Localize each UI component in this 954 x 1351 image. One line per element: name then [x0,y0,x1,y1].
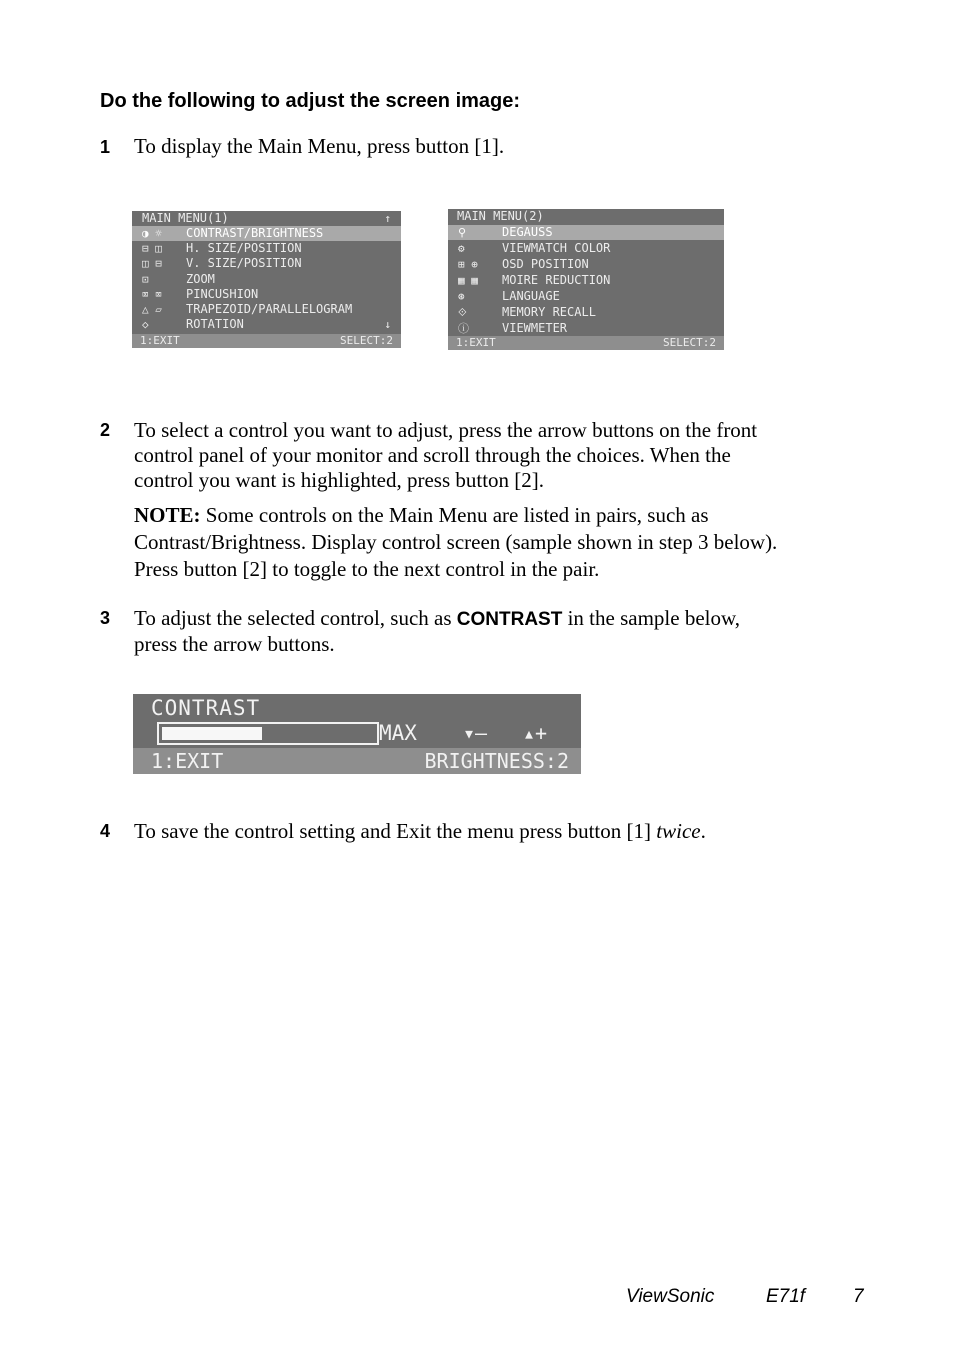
step-3-text-a: To adjust the selected control, such as [134,606,457,630]
contrast-level-bar[interactable] [157,722,379,745]
menu2-item[interactable] [448,257,724,272]
contrast-exit: 1:EXIT [151,749,224,773]
menu1-item-label: V. SIZE/POSITION [186,256,302,271]
menu1-item-icon: ◫ ⊟ [142,257,162,271]
note-label: NOTE: [134,503,201,527]
arrow-up-icon: ↑ [384,212,391,225]
step-2-line-1: To select a control you want to adjust, press the arrow buttons on the front [134,418,758,442]
step-4-emphasis: twice [656,819,701,843]
menu1-item[interactable] [132,226,401,241]
menu2-item-label: MOIRE REDUCTION [502,273,611,287]
menu2-item-label: MEMORY RECALL [502,305,596,319]
step-2-text [134,418,834,493]
menu2-item-label: DEGAUSS [502,225,553,239]
contrast-title: CONTRAST [151,696,261,720]
note-line-3: Press button [2] to toggle to the next control in the pair. [134,557,600,581]
menu2-item[interactable] [448,273,724,288]
main-menu-2-title-row [448,209,724,224]
main-menu-1-title: MAIN MENU(1) [142,211,229,225]
menu2-item-label: OSD POSITION [502,257,589,271]
menu1-item-icon: ⊟ ◫ [142,242,162,256]
footer-model: E71f [766,1286,806,1307]
decrease-icon[interactable]: ▾— [463,721,488,745]
menu2-item-label: LANGUAGE [502,289,560,303]
main-menu-1 [132,211,401,348]
menu2-item-label: VIEWMATCH COLOR [502,241,611,255]
menu1-item-icon: △ ▱ [142,303,162,316]
step-4-text-c: . [700,819,706,843]
menu2-item[interactable] [448,289,724,304]
contrast-max-label: MAX [379,721,417,745]
note-line-2: Contrast/Brightness. Display control screen (sample shown in step 3 below). [134,530,778,554]
contrast-control-screen [133,694,581,774]
contrast-brightness: BRIGHTNESS:2 [424,749,569,773]
step-3-text-d: press the arrow buttons. [134,632,335,656]
step-4-text [134,819,834,844]
main-menu-1-title-row [132,211,401,226]
menu2-item-icon: ⊛ [458,290,465,303]
step-4-number: 4 [100,821,111,841]
main-menu-1-select: SELECT:2 [340,334,393,347]
menu2-item-label: VIEWMETER [502,321,568,335]
menu1-item-label: PINCUSHION [186,286,259,301]
menu2-item-icon: ⓘ [458,322,469,335]
menu2-item[interactable] [448,321,724,336]
menu1-item-label: H. SIZE/POSITION [186,241,302,256]
step-2-line-3: control you want is highlighted, press button [2]. [134,468,545,492]
footer-brand: ViewSonic [626,1286,715,1307]
menu2-item[interactable] [448,305,724,320]
menu1-item[interactable] [132,272,401,287]
main-menu-2-footer [448,336,724,350]
main-menu-1-exit: 1:EXIT [140,334,180,347]
menu2-item-icon: ⚲ [458,226,467,239]
menu1-item[interactable] [132,287,401,302]
step-3-text-c: in the sample below, [562,606,741,630]
increase-icon[interactable]: ▴+ [523,721,548,745]
menu2-item[interactable] [448,225,724,240]
contrast-level-fill [162,727,262,740]
menu2-item-icon: ▦ ▦ [458,274,478,287]
menu1-item-icon: ⊡ [142,272,149,286]
step-2-line-2: control panel of your monitor and scroll through the choices. When the [134,443,731,467]
main-menu-2-title: MAIN MENU(2) [457,209,544,223]
step-3-contrast-term: CONTRAST [456,609,563,630]
step-4-text-a: To save the control setting and Exit the menu press button [1] [134,819,657,843]
main-menu-2-exit: 1:EXIT [456,336,496,349]
contrast-footer [133,748,581,774]
menu1-item-icon: ◑ ☼ [142,227,162,240]
step-2-note [134,502,854,583]
main-menu-1-footer [132,334,401,348]
arrow-down-icon: ↓ [384,318,391,332]
step-2-number: 2 [100,420,111,440]
menu2-item[interactable] [448,241,724,256]
menu1-item[interactable] [132,241,401,256]
menu1-item-label: TRAPEZOID/PARALLELOGRAM [186,302,353,316]
menu1-item[interactable] [132,317,401,332]
menu1-item-icon: ⌧ ⌧ [142,287,162,301]
menu2-item-icon: ⊞ ⊕ [458,258,478,271]
menu2-item-icon: ⚙ [458,242,465,255]
footer-page-number: 7 [853,1286,864,1307]
menu1-item-label: ZOOM [186,271,215,286]
menu2-item-icon: ⟐ [458,306,467,319]
section-heading: Do the following to adjust the screen image: [100,90,521,112]
menu1-item-icon: ◇ [142,318,149,332]
step-3-text [134,606,834,657]
menu1-item[interactable] [132,302,401,317]
step-1-number: 1 [100,137,111,157]
step-1-text: To display the Main Menu, press button [1]. [134,134,505,158]
step-3-number: 3 [100,608,111,628]
main-menu-2-select: SELECT:2 [663,336,716,349]
note-line-1: Some controls on the Main Menu are listed in pairs, such as [200,503,709,527]
menu1-item[interactable] [132,256,401,271]
menu1-item-label: CONTRAST/BRIGHTNESS [186,226,324,240]
menu1-item-label: ROTATION [186,317,244,332]
main-menu-2 [448,209,724,350]
